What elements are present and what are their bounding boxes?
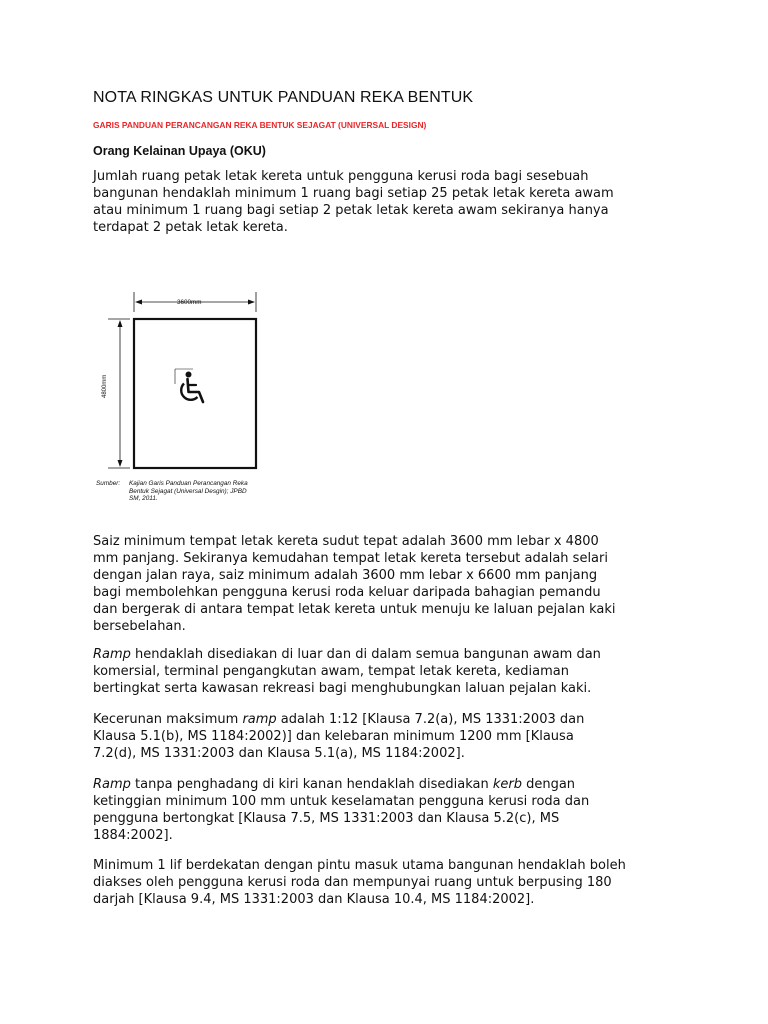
- width-label: 3600mm: [177, 299, 202, 306]
- italic-term: Ramp: [93, 777, 131, 792]
- text-line: terdapat 2 petak letak kereta.: [93, 220, 288, 235]
- caption-line: Bentuk Sejagat (Universal Desgin); JPBD: [129, 487, 247, 495]
- text-line: 7.2(d), MS 1331:2003 dan Klausa 5.1(a), MS 1184:2002].: [93, 746, 465, 761]
- text-line: 1884:2002].: [93, 828, 173, 843]
- text-line: atau minimum 1 ruang bagi setiap 2 petak letak kereta awam sekiranya hanya: [93, 203, 609, 218]
- italic-term: kerb: [492, 777, 522, 792]
- arrow-down: [118, 460, 123, 467]
- text-line: ketinggian minimum 100 mm untuk keselamatan pengguna kerusi roda dan: [93, 794, 590, 809]
- document-title: NOTA RINGKAS UNTUK PANDUAN REKA BENTUK: [93, 89, 474, 106]
- text-line: pengguna bertongkat [Klausa 7.5, MS 1331:2003 dan Klausa 5.2(c), MS: [93, 811, 560, 826]
- italic-term: Ramp: [93, 647, 131, 662]
- italic-term: ramp: [242, 712, 277, 727]
- arrow-right: [248, 300, 255, 305]
- text-line: bersebelahan.: [93, 619, 186, 634]
- parking-bay-diagram: [92, 288, 292, 480]
- caption-source-label: Sumber:: [96, 480, 121, 487]
- text-line: Saiz minimum tempat letak kereta sudut tepat adalah 3600 mm lebar x 4800: [93, 534, 599, 549]
- arrow-left: [135, 300, 142, 305]
- text-line: diakses oleh pengguna kerusi roda dan mempunyai ruang untuk berpusing 180: [93, 875, 612, 890]
- text-run: adalah 1:12 [Klausa 7.2(a), MS 1331:2003 dan: [276, 712, 585, 727]
- text-line: dengan jalan raya, saiz minimum adalah 3600 mm lebar x 6600 mm panjang: [93, 568, 598, 583]
- text-line: komersial, terminal pengangkutan awam, tempat letak kereta, kediaman: [93, 664, 569, 679]
- text-line: [93, 776, 693, 793]
- text-line: bertingkat serta kawasan rekreasi bagi menghubungkan laluan pejalan kaki.: [93, 681, 592, 696]
- paragraph-ramp-provision: [93, 646, 693, 697]
- caption-source-text: [129, 480, 279, 503]
- paragraph-lift: [93, 857, 693, 908]
- arrow-up: [118, 320, 123, 327]
- text-line: Minimum 1 lif berdekatan dengan pintu masuk utama bangunan hendaklah boleh: [93, 858, 626, 873]
- text-line: dan bergerak di antara tempat letak kereta untuk menuju ke laluan pejalan kaki: [93, 602, 616, 617]
- parking-bay-outline: [134, 319, 256, 468]
- caption-line: Kajian Garis Panduan Perancangan Reka: [129, 480, 248, 487]
- height-label: 4800mm: [102, 374, 108, 398]
- paragraph-ramp-gradient: [93, 711, 693, 762]
- text-line: darjah [Klausa 9.4, MS 1331:2003 dan Klausa 10.4, MS 1184:2002].: [93, 892, 535, 907]
- document-subtitle: GARIS PANDUAN PERANCANGAN REKA BENTUK SEJAGAT (UNIVERSAL DESIGN): [93, 120, 427, 130]
- text-line: Klausa 5.1(b), MS 1184:2002)] dan kelebaran minimum 1200 mm [Klausa: [93, 729, 574, 744]
- parking-bay-figure: [92, 288, 292, 508]
- paragraph-ramp-kerb: [93, 776, 693, 844]
- caption-line: SM, 2011.: [129, 495, 158, 503]
- text-run: hendaklah disediakan di luar dan di dalam semua bangunan awam dan: [130, 647, 601, 662]
- text-run: Kecerunan maksimum: [93, 712, 243, 727]
- paragraph-bay-size: [93, 533, 693, 635]
- text-line: bagi membolehkan pengguna kerusi roda keluar daripada bahagian pemandu: [93, 585, 601, 600]
- paragraph-parking-quota: [93, 168, 693, 236]
- text-line: [93, 646, 693, 663]
- text-run: dengan: [521, 777, 576, 792]
- section-heading: Orang Kelainan Upaya (OKU): [93, 144, 266, 158]
- text-line: Jumlah ruang petak letak kereta untuk pengguna kerusi roda bagi sesebuah: [93, 169, 589, 184]
- wheelchair-accessible-icon: [175, 369, 203, 402]
- text-run: tanpa penghadang di kiri kanan hendaklah disediakan: [130, 777, 493, 792]
- text-line: bangunan hendaklah minimum 1 ruang bagi setiap 25 petak letak kereta awam: [93, 186, 614, 201]
- text-line: mm panjang. Sekiranya kemudahan tempat letak kereta tersebut adalah selari: [93, 551, 608, 566]
- text-line: [93, 711, 693, 728]
